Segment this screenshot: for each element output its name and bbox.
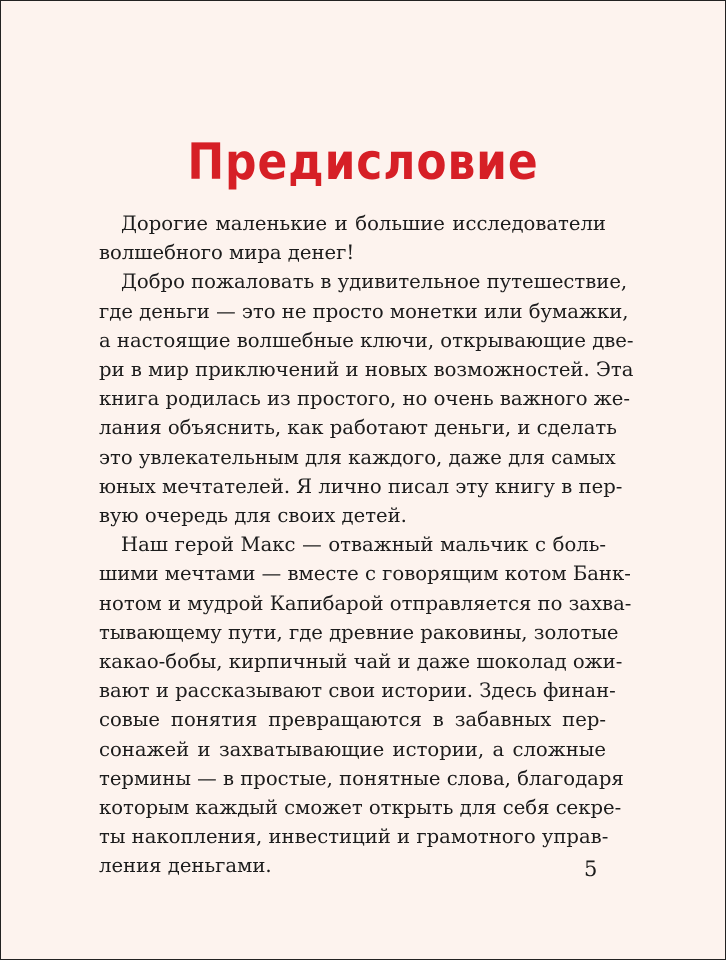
text-line: где деньги — это не просто монетки или бумажки, [99, 299, 629, 323]
page-number: 5 [584, 857, 598, 881]
text-line: лания объяснить, как работают деньги, и сделать [99, 416, 617, 440]
text-line: юных мечтателей. Я лично писал эту книгу в пер- [99, 474, 623, 498]
text-line: Добро пожаловать в удивительное путешествие, [121, 270, 628, 294]
text-line: сонажей и захватывающие истории, а сложные [99, 737, 606, 761]
text-line: тывающему пути, где древние раковины, золотые [99, 620, 619, 644]
text-line: а настоящие волшебные ключи, открывающие две- [99, 328, 634, 352]
text-line: вую очередь для своих детей. [99, 504, 407, 528]
text-line: шими мечтами — вместе с говорящим котом Банк- [99, 562, 631, 586]
text-line: это увлекательным для каждого, даже для самых [99, 445, 616, 469]
text-line: нотом и мудрой Капибарой отправляется по захва- [99, 591, 632, 615]
text-line: ты накопления, инвестиций и грамотного управ- [99, 825, 609, 849]
text-line: Дорогие маленькие и большие исследователи [121, 212, 606, 235]
body-text [99, 209, 634, 881]
text-line: волшебного мира денег! [99, 241, 355, 265]
text-line: ри в мир приключений и новых возможностей. Эта [99, 358, 634, 382]
page-title: Предисловие [187, 133, 539, 191]
text-line: которым каждый сможет открыть для себя секре- [99, 796, 622, 820]
text-line: вают и рассказывают свои истории. Здесь финан- [99, 679, 616, 703]
text-line: совые понятия превращаются в забавных пер- [99, 708, 606, 732]
text-line: термины — в простые, понятные слова, благодаря [99, 766, 624, 790]
text-line: книга родилась из простого, но очень важного же- [99, 387, 631, 411]
text-line: какао-бобы, кирпичный чай и даже шоколад ожи- [99, 650, 623, 674]
text-line: Наш герой Макс — отважный мальчик с боль- [121, 533, 606, 557]
text-line: ления деньгами. [99, 854, 272, 878]
